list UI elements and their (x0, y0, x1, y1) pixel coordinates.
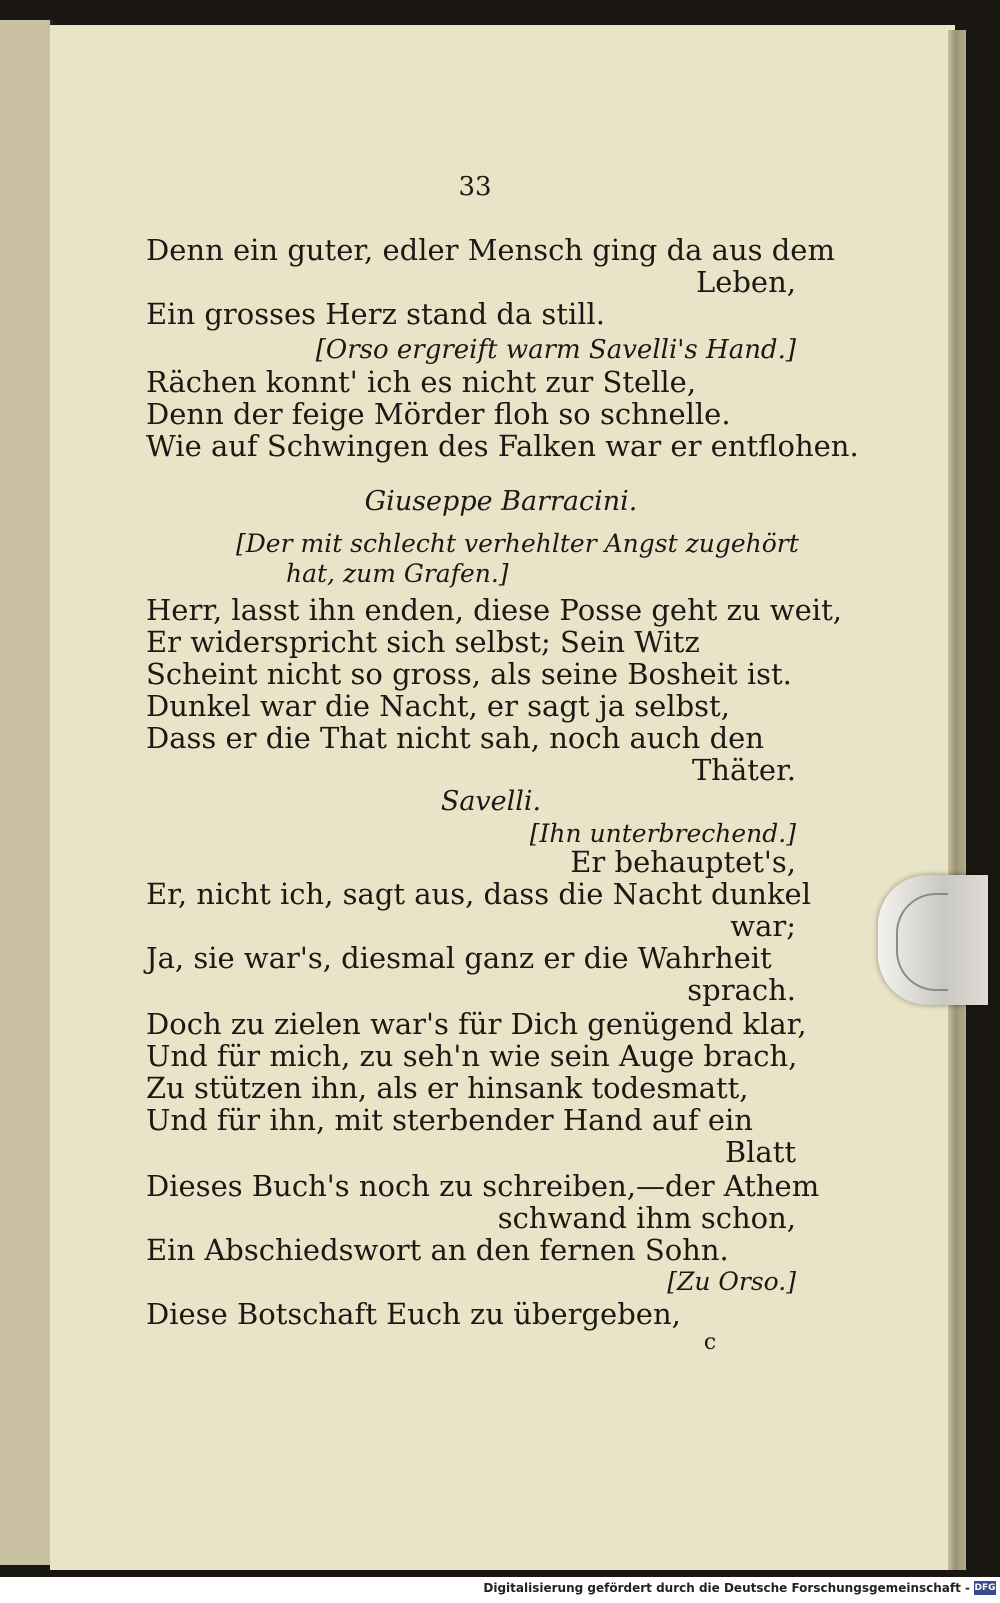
dfg-logo: DFG (974, 1583, 996, 1593)
text-line: schwand ihm schon, (497, 1201, 796, 1235)
stage-direction: [Der mit schlecht verhehlter Angst zugehört (236, 529, 799, 558)
text-line: Denn der feige Mörder floh so schnelle. (146, 397, 731, 431)
stage-direction: [Ihn unterbrechend.] (529, 819, 796, 848)
text-line: Leben, (695, 265, 796, 299)
footer-bar (0, 1577, 1000, 1603)
text-line: Und für ihn, mit sterbender Hand auf ein (146, 1103, 753, 1137)
text-line: Herr, lasst ihn enden, diese Posse geht zu weit, (146, 593, 842, 627)
text-line: Dieses Buch's noch zu schreiben,—der Athem (146, 1169, 820, 1203)
signature-mark: c (703, 1330, 717, 1355)
text-line: Ein Abschiedswort an den fernen Sohn. (146, 1233, 729, 1267)
page-block-edge (948, 30, 966, 1570)
facing-page-edge (0, 20, 53, 1565)
text-line: Blatt (724, 1135, 796, 1169)
text-line: Und für mich, zu seh'n wie sein Auge brach, (146, 1039, 798, 1073)
stage-direction: hat, zum Grafen.] (286, 559, 509, 588)
text-line: Diese Botschaft Euch zu übergeben, (146, 1297, 681, 1331)
text-line: Thäter. (691, 753, 796, 787)
text-line: sprach. (687, 973, 796, 1007)
text-line: Zu stützen ihn, als er hinsank todesmatt, (146, 1071, 749, 1105)
text-line: Er, nicht ich, sagt aus, dass die Nacht dunkel (146, 877, 811, 911)
text-line: Dunkel war die Nacht, er sagt ja selbst, (146, 689, 730, 723)
footer-credit: Digitalisierung gefördert durch die Deutsche Forschungsgemeinschaft - (483, 1581, 970, 1595)
text-line: Ein grosses Herz stand da still. (146, 297, 606, 331)
text-line: Scheint nicht so gross, als seine Bosheit ist. (146, 657, 792, 691)
text-line: Ja, sie war's, diesmal ganz er die Wahrheit (146, 941, 772, 975)
text-line: Denn ein guter, edler Mensch ging da aus dem (146, 233, 835, 267)
text-line: Dass er die That nicht sah, noch auch den (146, 721, 764, 755)
text-line: Rächen konnt' ich es nicht zur Stelle, (146, 365, 697, 399)
text-line: Doch zu zielen war's für Dich genügend klar, (146, 1007, 807, 1041)
speaker-name: Giuseppe Barracini. (364, 486, 638, 517)
text-line: Wie auf Schwingen des Falken war er entflohen. (146, 429, 859, 463)
speaker-name: Savelli. (440, 786, 542, 817)
text-line: Er behauptet's, (570, 845, 796, 879)
stage-direction: [Zu Orso.] (667, 1267, 796, 1296)
stage-direction: [Orso ergreift warm Savelli's Hand.] (315, 335, 796, 365)
page-clip (878, 875, 988, 1005)
text-line: war; (730, 909, 796, 943)
page-number: 33 (458, 172, 492, 202)
text-line: Er widerspricht sich selbst; Sein Witz (146, 625, 700, 659)
